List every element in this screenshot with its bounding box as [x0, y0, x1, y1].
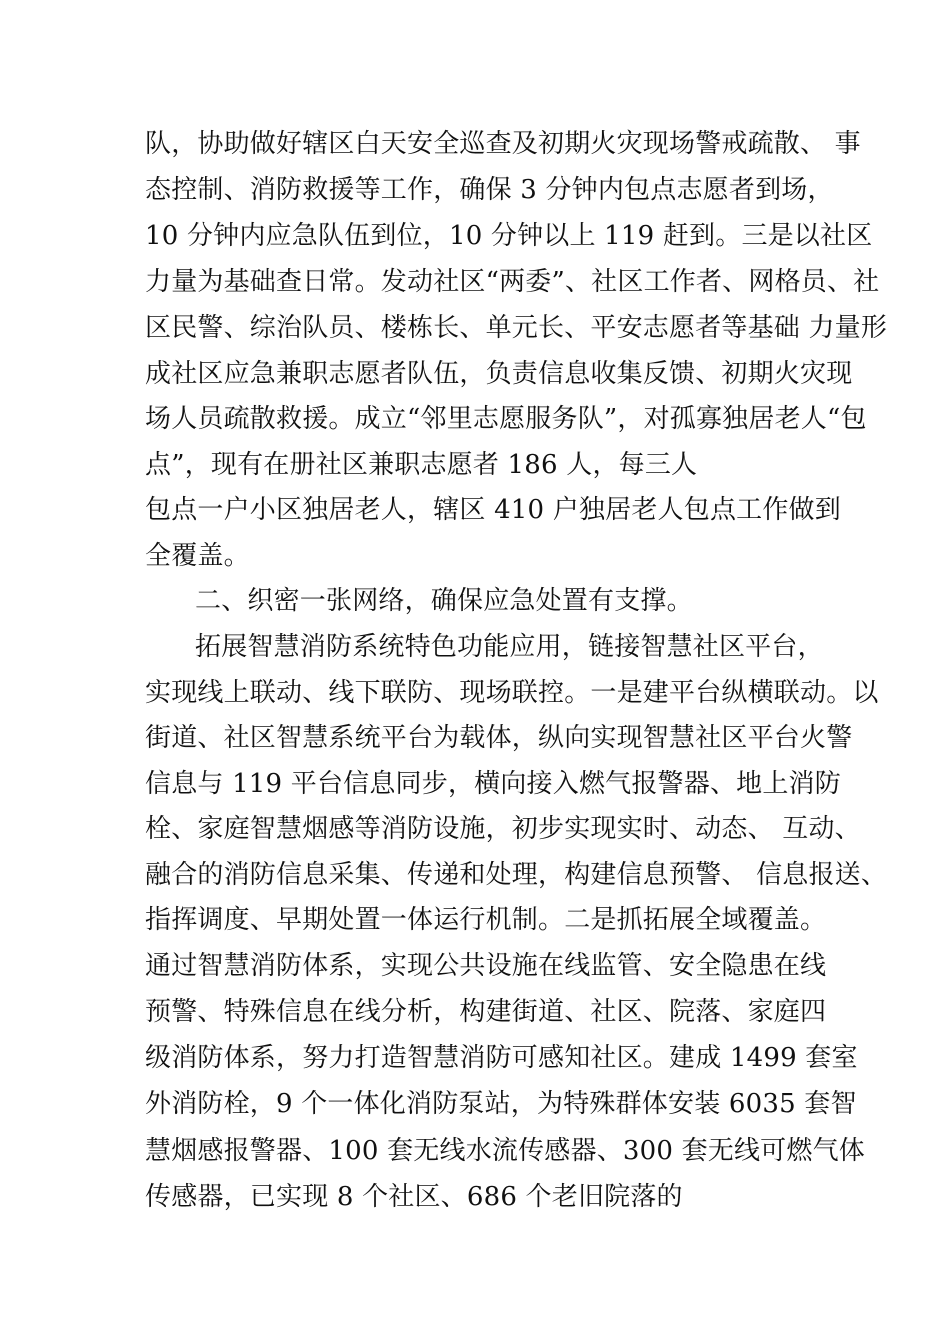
text-line: 信息与 119 平台信息同步，横向接入燃气报警器、地上消防	[145, 769, 841, 799]
text-line: 栓、家庭智慧烟感等消防设施，初步实现实时、动态、 互动、	[145, 814, 861, 844]
text-line: 队，协助做好辖区白天安全巡查及初期火灾现场警戒疏散、 事	[145, 129, 861, 159]
text-line: 力量为基础查日常。发动社区“两委”、社区工作者、网格员、社	[145, 267, 880, 297]
text-line: 指挥调度、早期处置一体运行机制。二是抓拓展全域覆盖。	[145, 905, 827, 935]
text-line: 慧烟感报警器、100 套无线水流传感器、300 套无线可燃气体	[145, 1136, 865, 1166]
text-line: 外消防栓，9 个一体化消防泵站，为特殊群体安装 6035 套智	[145, 1089, 857, 1119]
text-line: 场人员疏散救援。成立“邻里志愿服务队”，对孤寡独居老人“包	[145, 404, 867, 434]
section-heading: 二、织密一张网络，确保应急处置有支撑。	[195, 586, 693, 616]
text-line: 级消防体系，努力打造智慧消防可感知社区。建成 1499 套室	[145, 1043, 858, 1073]
text-line: 传感器，已实现 8 个社区、686 个老旧院落的	[145, 1182, 683, 1212]
text-line: 街道、社区智慧系统平台为载体，纵向实现智慧社区平台火警	[145, 723, 853, 753]
text-line: 10 分钟内应急队伍到位，10 分钟以上 119 赶到。三是以社区	[145, 221, 873, 251]
text-line: 通过智慧消防体系，实现公共设施在线监管、安全隐患在线	[145, 951, 827, 981]
text-line: 包点一户小区独居老人，辖区 410 户独居老人包点工作做到	[145, 495, 841, 525]
text-line: 预警、特殊信息在线分析，构建街道、社区、院落、家庭四	[145, 997, 827, 1027]
paragraph-first-line: 拓展智慧消防系统特色功能应用，链接智慧社区平台，	[195, 632, 824, 662]
text-line: 成社区应急兼职志愿者队伍，负责信息收集反馈、初期火灾现	[145, 359, 853, 389]
text-line: 全覆盖。	[145, 541, 250, 571]
text-line: 态控制、消防救援等工作，确保 3 分钟内包点志愿者到场，	[145, 175, 834, 205]
text-line: 点”，现有在册社区兼职志愿者 186 人，每三人	[145, 450, 698, 480]
text-line: 实现线上联动、线下联防、现场联控。一是建平台纵横联动。以	[145, 678, 879, 708]
text-line: 区民警、综治队员、楼栋长、单元长、平安志愿者等基础 力量形	[145, 313, 888, 343]
text-line: 融合的消防信息采集、传递和处理，构建信息预警、 信息报送、	[145, 860, 888, 890]
